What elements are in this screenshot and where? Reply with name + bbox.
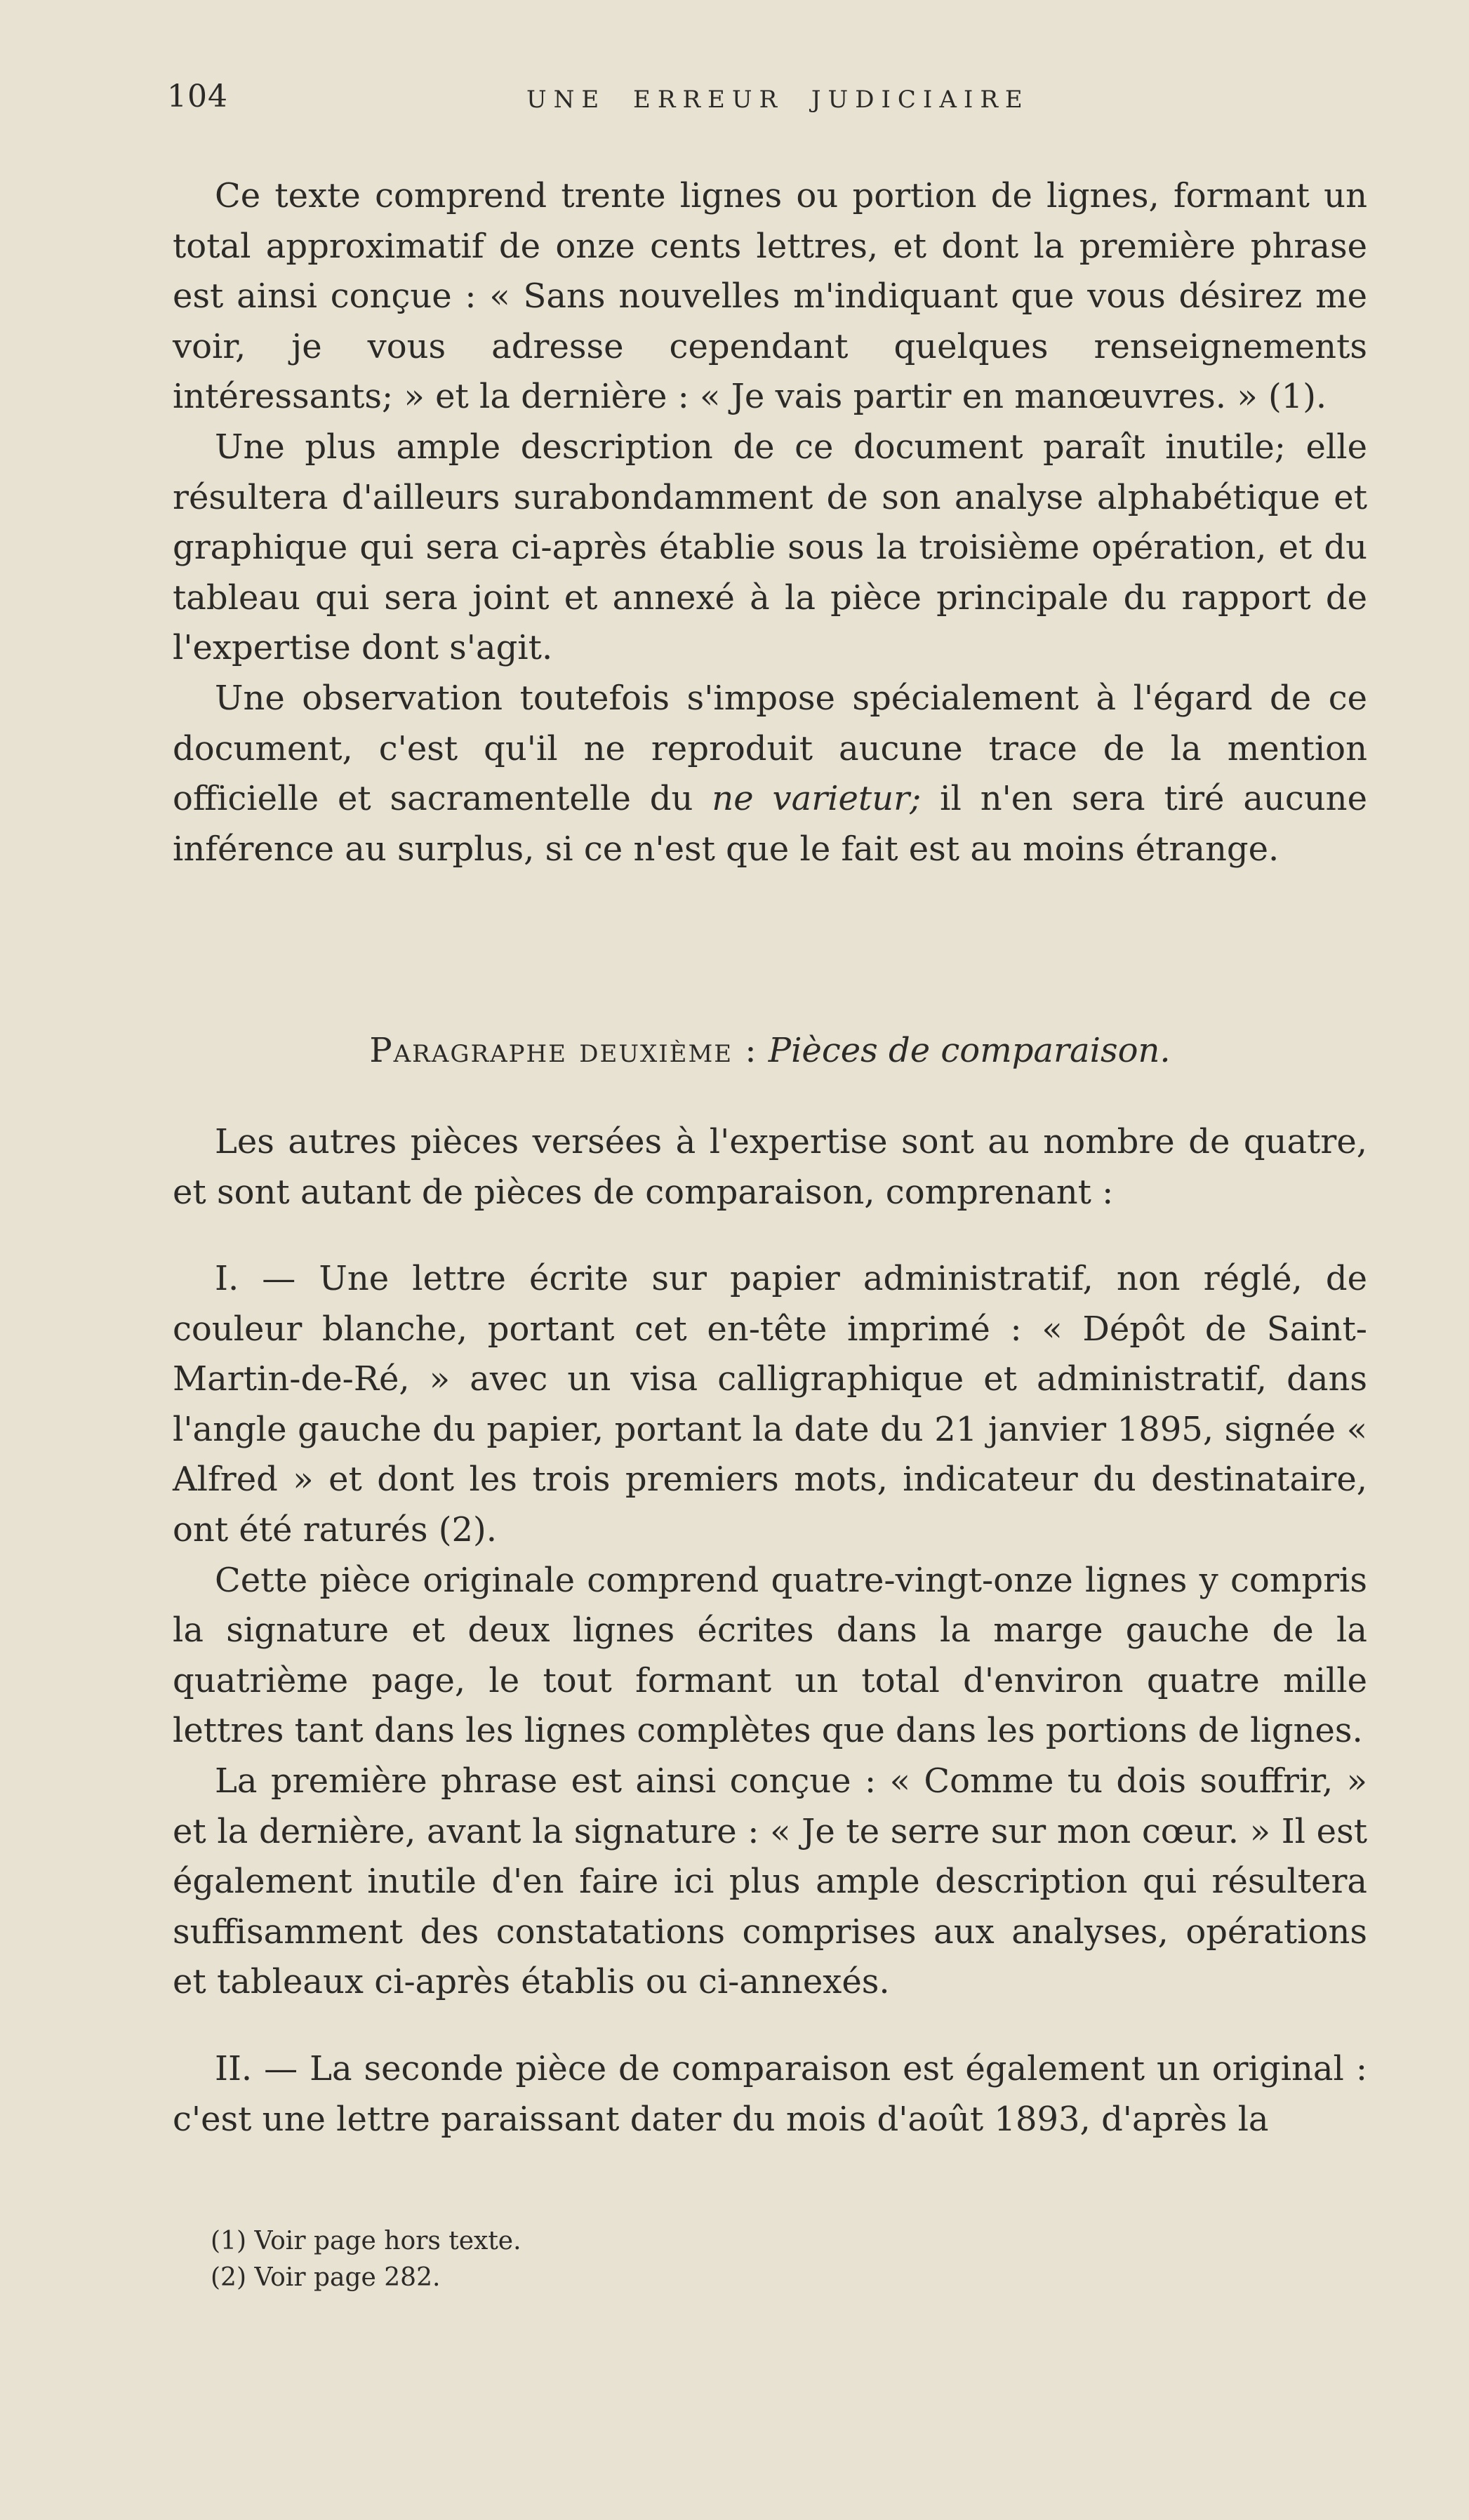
paragraph-piece-two: II. — La seconde pièce de comparaison est également un original : c'est une lettre paraissant dater du mois d'août 1893, d'après la [173, 2049, 1367, 2139]
paragraph-observation [173, 674, 1367, 874]
paragraph-observation-end: il n'en sera tiré aucune inférence au surplus, si ce n'est que le fait est au moins étrange. [173, 779, 1367, 869]
footnote-1: (1) Voir page hors texte. [211, 2227, 521, 2255]
section-label: Paragraphe deuxième : [369, 1031, 758, 1071]
footnotes [211, 2223, 521, 2296]
page-number: 104 [167, 79, 228, 114]
paragraph-piece-originale: Cette pièce originale comprend quatre-vingt-onze lignes y compris la signature et deux lignes écrites dans la marge gauche de la quatrième page, le tout formant un total d'environ quatre mille lettres tant dans les lignes complètes que dans les portions de lignes. [173, 1560, 1367, 1751]
paragraph-description-inutile: Une plus ample description de ce document paraît inutile; elle résultera d'ailleurs surabondamment de son analyse alphabétique et graphique qui sera ci-après établie sous la troisième opération, et du tableau qui sera joint et annexé à la pièce principale du rapport de l'expertise dont s'agit. [173, 427, 1367, 668]
section-title: Pièces de comparaison. [768, 1031, 1171, 1071]
paragraph-autres-pieces: Les autres pièces versées à l'expertise sont au nombre de quatre, et sont autant de pièces de comparaison, comprenant : [173, 1121, 1367, 1212]
paragraph-text-description: Ce texte comprend trente lignes ou portion de lignes, formant un total approximatif de onze cents lettres, et dont la première phrase est ainsi conçue : « Sans nouvelles m'indiquant que vous désirez me voir, je vous adresse cependant quelques renseignements intéressants; » et la dernière : « Je vais partir en manœuvres. » (1). [173, 176, 1367, 417]
italic-ne-varietur: ne varietur; [712, 779, 922, 819]
section-heading [173, 1026, 1367, 1076]
paragraph-piece-one: I. — Une lettre écrite sur papier administratif, non réglé, de couleur blanche, portant cet en-tête imprimé : « Dépôt de Saint-Martin-de-Ré, » avec un visa calligraphique et administratif, dans l'angle gauche du papier, portant la date du 21 janvier 1895, signée « Alfred » et dont les trois premiers mots, indicateur du destinataire, ont été raturés (2). [173, 1259, 1367, 1550]
running-title: UNE ERREUR JUDICIAIRE [526, 86, 1030, 114]
footnote-2: (2) Voir page 282. [211, 2263, 441, 2292]
page-header [167, 79, 1360, 121]
page-body [173, 171, 1367, 2145]
paragraph-observation-text: Une observation toutefois s'impose spécialement à l'égard de ce document, c'est qu'il ne reproduit aucune trace de la mention officielle et sacramentelle du [173, 678, 1367, 819]
paragraph-premiere-phrase: La première phrase est ainsi conçue : « Comme tu dois souffrir, » et la dernière, avant la signature : « Je te serre sur mon cœur. » Il est également inutile d'en faire ici plus ample description qui résultera suffisamment des constatations comprises aux analyses, opérations et tableaux ci-après établis ou ci-annexés. [173, 1761, 1367, 2002]
